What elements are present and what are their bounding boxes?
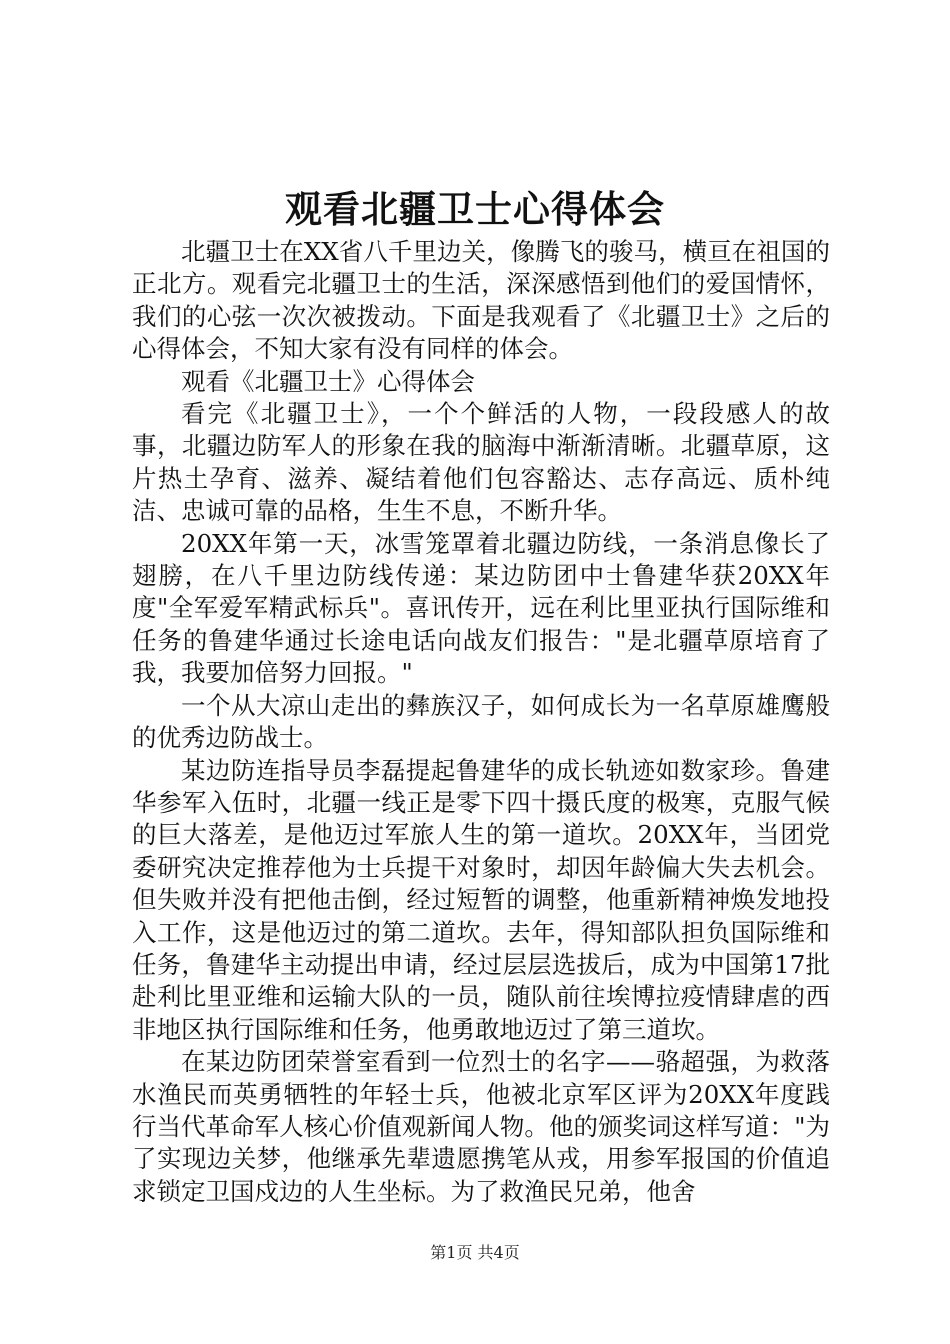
document-body	[132, 236, 830, 1208]
page-footer: 第1页 共4页	[430, 1243, 520, 1262]
paragraph-2: 20XX年第一天，冰雪笼罩着北疆边防线，一条消息像长了翅膀，在八千里边防线传递：某边防团中士鲁建华获20XX年度"全军爱军精武标兵"。喜讯传开，远在利比里亚执行国际维和任务的鲁建华通过长途电话向战友们报告："是北疆草原培育了我，我要加倍努力回报。"	[132, 528, 830, 688]
document-title: 观看北疆卫士心得体会	[285, 187, 665, 231]
paragraph-3: 一个从大凉山走出的彝族汉子，如何成长为一名草原雄鹰般的优秀边防战士。	[132, 690, 830, 753]
paragraph-4: 某边防连指导员李磊提起鲁建华的成长轨迹如数家珍。鲁建华参军入伍时，北疆一线正是零下四十摄氏度的极寒，克服气候的巨大落差，是他迈过军旅人生的第一道坎。20XX年，当团党委研究决定推荐他为士兵提干对象时，却因年龄偏大失去机会。但失败并没有把他击倒，经过短暂的调整，他重新精神焕发地投入工作，这是他迈过的第二道坎。去年，得知部队担负国际维和任务，鲁建华主动提出申请，经过层层选拔后，成为中国第17批赴利比里亚维和运输大队的一员，随队前往埃博拉疫情肆虐的西非地区执行国际维和任务，他勇敢地迈过了第三道坎。	[132, 755, 830, 1044]
paragraph-5: 在某边防团荣誉室看到一位烈士的名字——骆超强，为救落水渔民而英勇牺牲的年轻士兵，他被北京军区评为20XX年度践行当代革命军人核心价值观新闻人物。他的颁奖词这样写道："为了实现边关梦，他继承先辈遗愿携笔从戎，用参军报国的价值追求锁定卫国戍边的人生坐标。为了救渔民兄弟，他舍	[132, 1047, 830, 1206]
paragraph-1: 看完《北疆卫士》，一个个鲜活的人物，一段段感人的故事，北疆边防军人的形象在我的脑海中渐渐清晰。北疆草原，这片热土孕育、滋养、凝结着他们包容豁达、志存高远、质朴纯洁、忠诚可靠的品格，生生不息，不断升华。	[132, 399, 830, 526]
paragraph-subheading: 观看《北疆卫士》心得体会	[181, 366, 475, 396]
paragraph-intro: 北疆卫士在XX省八千里边关，像腾飞的骏马，横亘在祖国的正北方。观看完北疆卫士的生活，深深感悟到他们的爱国情怀，我们的心弦一次次被拨动。下面是我观看了《北疆卫士》之后的心得体会，不知大家有没有同样的体会。	[132, 237, 830, 364]
